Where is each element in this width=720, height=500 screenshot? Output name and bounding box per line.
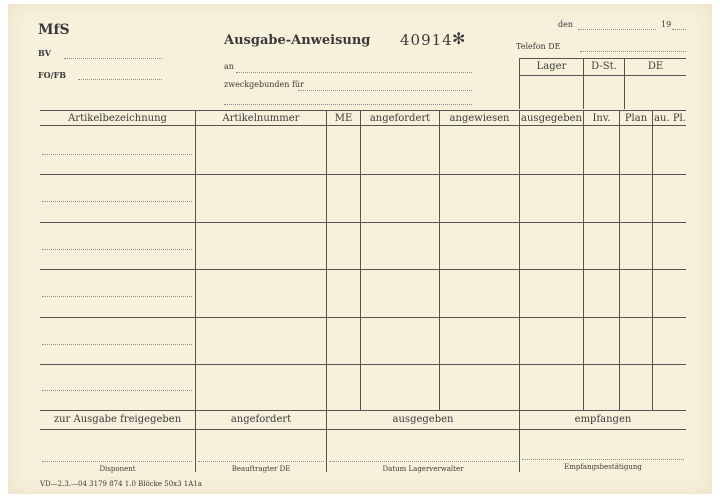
lager-field[interactable] [520, 76, 583, 109]
an-field[interactable] [236, 72, 472, 73]
beauftragter-signature-field[interactable] [196, 430, 326, 461]
zweck-field-2[interactable] [224, 104, 472, 105]
print-code: VD—2.3.—04 3179 874 1.0 Blöcke 50x3 1A1a [40, 480, 202, 488]
table-row[interactable] [40, 223, 686, 269]
year-field[interactable] [672, 29, 686, 30]
dst-field[interactable] [584, 76, 624, 109]
den-label: den [558, 20, 574, 29]
footer-empfangen: empfangen [574, 414, 632, 425]
fofb-label: FO/FB [38, 70, 67, 80]
form-title: Ausgabe-Anweisung [224, 33, 371, 48]
fofb-field[interactable] [78, 79, 162, 80]
de-field[interactable] [625, 76, 686, 109]
caption-beauftragter: Beauftragter DE [231, 465, 291, 473]
caption-lagerverwalter: Datum Lagerverwalter [382, 465, 464, 473]
number-mark: ✻ [452, 29, 466, 48]
col-ausgegeben: ausgegeben [521, 113, 582, 124]
empfang-signature-field[interactable] [520, 430, 686, 459]
col-angewiesen: angewiesen [449, 113, 510, 124]
col-aupl: au. Pl. [654, 113, 686, 124]
footer-ausgegeben: ausgegeben [392, 414, 454, 425]
col-inv: Inv. [592, 113, 611, 124]
col-angefordert: angefordert [369, 113, 431, 124]
table-row[interactable] [40, 318, 686, 364]
disponent-signature-field[interactable] [40, 430, 195, 461]
requisition-form [8, 4, 712, 494]
col-artikelnummer: Artikelnummer [222, 113, 300, 124]
telefon-label: Telefon DE [516, 42, 561, 51]
form-number: 40914 [400, 31, 453, 49]
footer-angefordert: angefordert [230, 414, 292, 425]
caption-disponent: Disponent [99, 465, 136, 473]
lagerverwalter-signature-field[interactable] [327, 430, 519, 461]
footer-freigegeben: zur Ausgabe freigegeben [53, 414, 182, 425]
col-plan: Plan [624, 113, 648, 124]
col-artikelbezeichnung: Artikelbezeichnung [68, 113, 167, 124]
col-me: ME [334, 113, 353, 124]
zweck-field[interactable] [298, 90, 472, 91]
table-row[interactable] [40, 175, 686, 222]
year-label: 19 [661, 20, 672, 29]
date-field[interactable] [578, 29, 656, 30]
bv-field[interactable] [64, 58, 162, 59]
zweck-label: zweckgebunden für [224, 80, 304, 89]
org-label: MfS [38, 22, 70, 38]
bv-label: BV [38, 48, 51, 58]
lager-header: Lager [536, 61, 567, 72]
de-header: DE [647, 61, 664, 72]
telefon-field[interactable] [580, 51, 686, 52]
dst-header: D-St. [591, 61, 617, 72]
caption-empfang: Empfangsbestätigung [564, 463, 642, 471]
an-label: an [224, 62, 234, 71]
table-row[interactable] [40, 126, 686, 174]
table-row[interactable] [40, 365, 686, 410]
table-row[interactable] [40, 270, 686, 317]
